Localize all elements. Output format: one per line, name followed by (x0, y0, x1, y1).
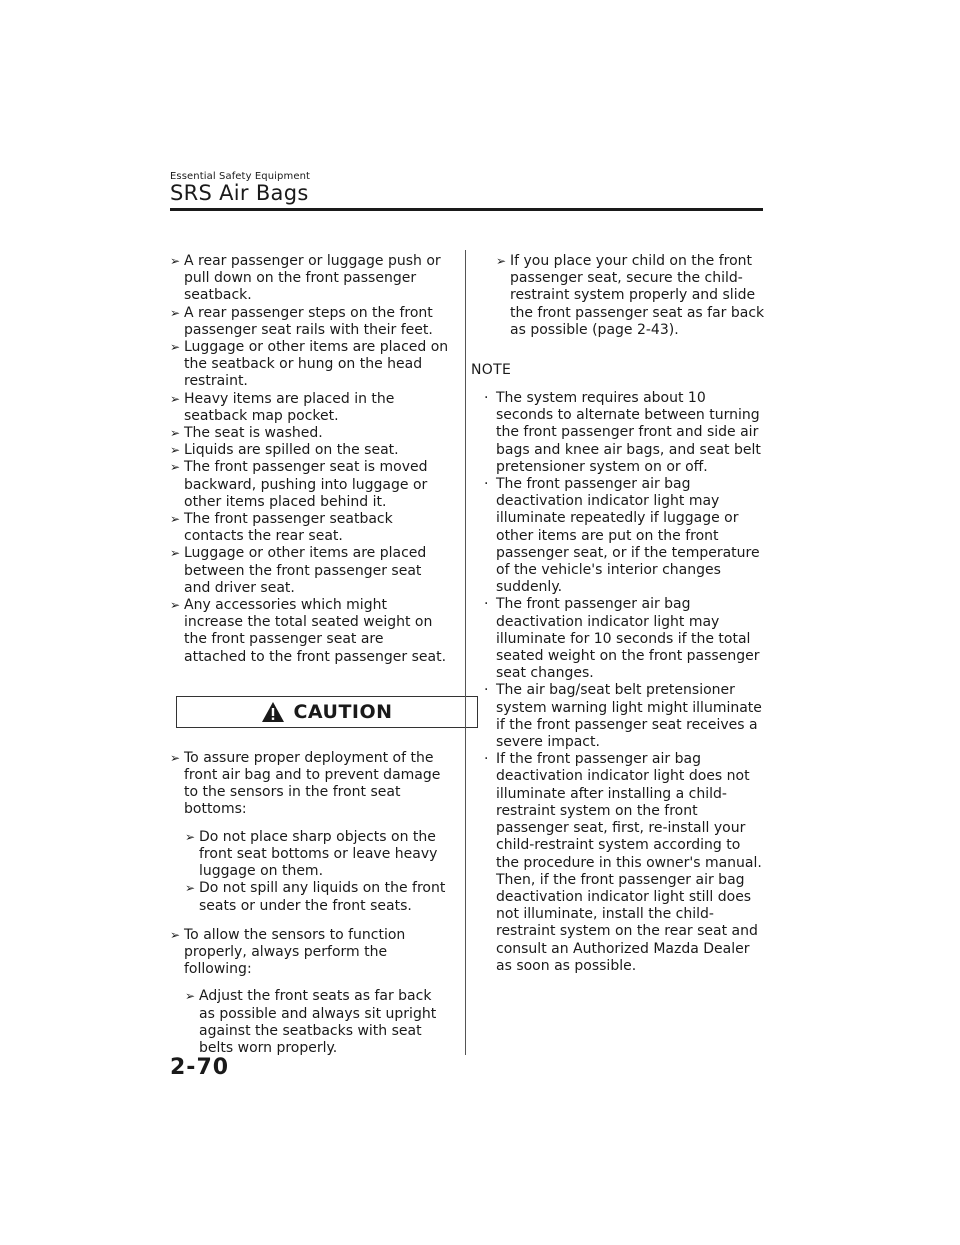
caution-list (170, 927, 450, 979)
arrow-bullet-icon: ➢ (170, 443, 181, 458)
list-item: ➢ The front passenger seatback contacts the rear seat. (170, 511, 393, 545)
dot-bullet-icon: · (484, 751, 489, 768)
list-item: ➢ Adjust the front seats as far back as possible and always sit upright against the seatbacks with seat belts worn properly. (185, 988, 437, 1056)
arrow-bullet-icon: ➢ (170, 927, 181, 942)
list-item: ➢ A rear passenger steps on the front passenger seat rails with their feet. (170, 304, 433, 338)
list-item: ➢ Do not place sharp objects on the front seat bottoms or leave heavy luggage on them. (185, 828, 438, 880)
list-item: ➢ The front passenger seat is moved backward, pushing into luggage or other items placed behind it. (170, 459, 428, 510)
page-number: 2-70 (170, 1055, 230, 1080)
list-item: ➢ To allow the sensors to function properly, always perform the following: (170, 926, 406, 978)
right-column (471, 253, 766, 975)
arrow-bullet-icon: ➢ (170, 391, 181, 406)
arrow-bullet-icon: ➢ (170, 598, 181, 613)
arrow-bullet-icon: ➢ (496, 254, 507, 268)
arrow-bullet-icon: ➢ (170, 426, 181, 441)
note-label: NOTE (471, 362, 512, 379)
caution-label: CAUTION (293, 700, 393, 723)
arrow-bullet-icon: ➢ (170, 254, 181, 268)
list-item: ➢ Luggage or other items are placed on the seatback or hung on the head restraint. (170, 339, 449, 390)
list-item: · If the front passenger air bag deactivation indicator light does not illuminate after installing a child-restraint system on the front passenger seat, first, re-install your child-restraint system according to the procedure in this owner's manual. Then, if the front passenger air bag deactivation indicator light still does not illuminate, install the child-restraint system on the rear seat and consult an Authorized Mazda Dealer as soon as possible. (484, 751, 762, 974)
arrow-bullet-icon: ➢ (170, 460, 181, 475)
chapter-title: SRS Air Bags (170, 181, 309, 205)
dot-bullet-icon: · (484, 476, 489, 493)
arrow-bullet-icon: ➢ (170, 305, 181, 320)
arrow-bullet-icon: ➢ (185, 829, 196, 844)
warning-triangle-icon (261, 701, 285, 723)
arrow-bullet-icon: ➢ (185, 989, 196, 1004)
dot-bullet-icon: · (484, 596, 489, 613)
header-rule (170, 208, 763, 211)
caution-list (170, 750, 450, 819)
note-list (484, 390, 766, 975)
list-item: ➢ The seat is washed. (170, 425, 323, 442)
arrow-bullet-icon: ➢ (185, 881, 196, 896)
list-item: ➢ Do not spill any liquids on the front seats or under the front seats. (185, 880, 446, 914)
list-item: ➢ Heavy items are placed in the seatback map pocket. (170, 390, 395, 424)
caution-banner (176, 696, 478, 728)
list-item: ➢ Luggage or other items are placed between the front passenger seat and driver seat. (170, 545, 427, 596)
arrow-bullet-icon: ➢ (170, 546, 181, 561)
list-item: ➢ Liquids are spilled on the seat. (170, 442, 399, 459)
continued-list (496, 253, 766, 339)
list-item: ➢ To assure proper deployment of the front air bag and to prevent damage to the sensors in the front seat bottoms: (170, 749, 441, 818)
left-column (170, 253, 450, 1069)
section-label: Essential Safety Equipment (170, 171, 311, 182)
list-item: · The system requires about 10 seconds to alternate between turning the front passenger front and side air bags and knee air bags, and seat belt pretensioner system on or off. (484, 390, 761, 475)
caution-sublist (185, 829, 450, 915)
list-item: · The front passenger air bag deactivation indicator light may illuminate repeatedly if luggage or other items are put on the front passenger seat, or if the temperature of the vehicle's interior changes suddenly. (484, 476, 760, 596)
dot-bullet-icon: · (484, 390, 489, 407)
dot-bullet-icon: · (484, 682, 489, 699)
condition-list (170, 253, 450, 666)
list-item: ➢ A rear passenger or luggage push or pull down on the front passenger seatback. (170, 253, 441, 304)
list-item: · The air bag/seat belt pretensioner system warning light might illuminate if the front passenger seat receives a severe impact. (484, 682, 762, 751)
list-item: ➢ Any accessories which might increase the total seated weight on the front passenger seat are attached to the front passenger seat. (170, 597, 447, 665)
arrow-bullet-icon: ➢ (170, 340, 181, 355)
caution-sublist (185, 988, 450, 1057)
arrow-bullet-icon: ➢ (170, 750, 181, 765)
column-divider (465, 250, 466, 1055)
list-item: · The front passenger air bag deactivation indicator light may illuminate for 10 seconds if the total seated weight on the front passenger seat changes. (484, 596, 760, 682)
arrow-bullet-icon: ➢ (170, 512, 181, 527)
list-item: ➢ If you place your child on the front passenger seat, secure the child-restraint system properly and slide the front passenger seat as far back as possible (page 2-43). (496, 253, 765, 338)
